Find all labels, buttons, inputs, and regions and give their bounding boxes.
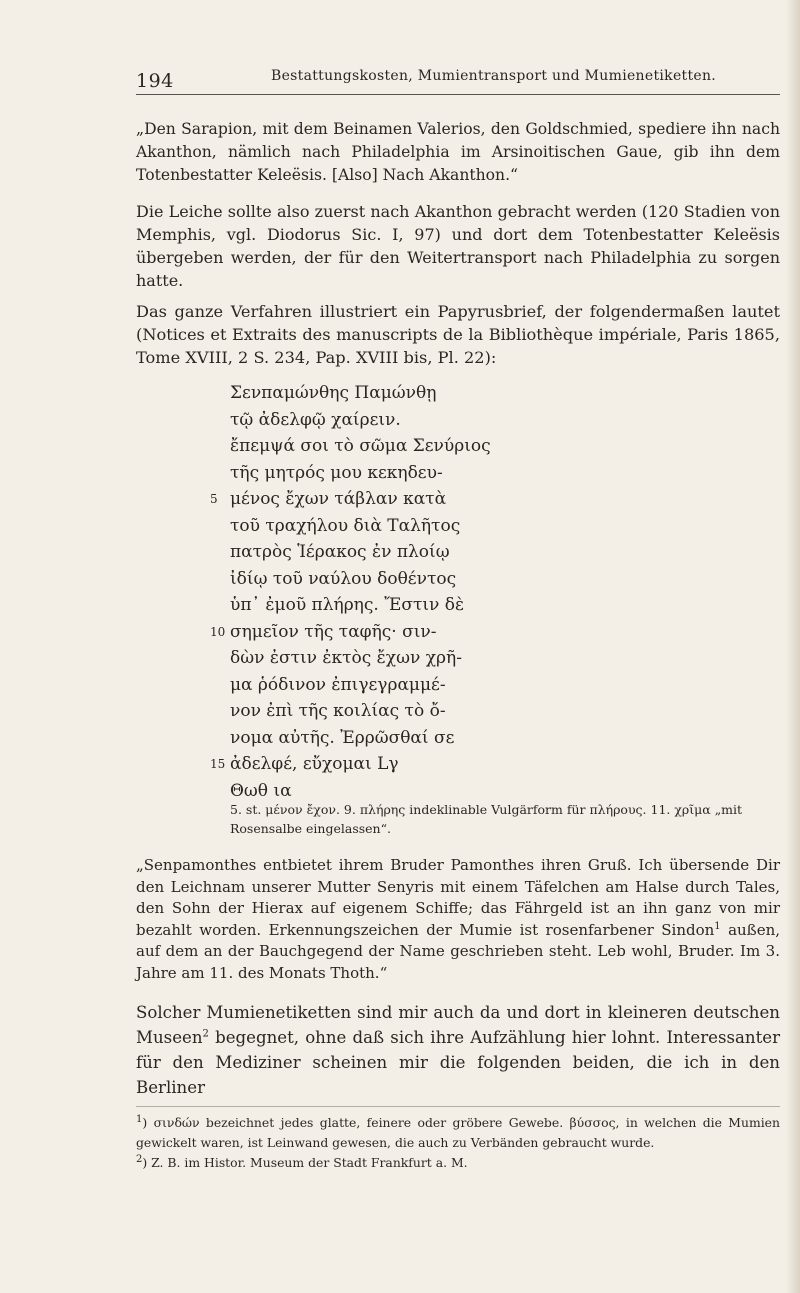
line-number: 5 [210,492,218,506]
greek-line [210,751,650,778]
greek-line [210,619,650,646]
greek-line-text: ἀδελφέ, εὔχομαι Lγ [230,754,399,774]
paragraph-sarapion-translation: „Den Sarapion, mit dem Beinamen Valerios, den Goldschmied, spediere ihn nach Akanthon, nämlich nach Philadelphia im Arsinoitischen Gaue, gib ihn dem Totenbestatter Keleësis. [Also] Nach Akanthon.“ [136,120,780,184]
greek-text-notes: 5. st. μένον ἔχον. 9. πλήρης indeklinable Vulgärform für πλήρους. 11. χρῖμα „mit Rosensalbe eingelassen“. [230,802,743,836]
mummy-labels-text-part-1: Solcher Mumienetiketten sind mir auch da und dort in kleineren deutschen Museen [136,1003,780,1047]
mummy-labels-text-part-2: begegnet, ohne daß sich ihre Aufzählung hier lohnt. Interessanter für den Mediziner scheinen mir die folgenden beiden, die ich in den Berliner [136,1028,780,1097]
line-number: 15 [210,757,226,771]
line-number: 10 [210,624,226,639]
greek-line [230,513,650,540]
paragraph-akanthon-route: Die Leiche sollte also zuerst nach Akanthon gebracht werden (120 Stadien von Memphis, vgl. Diodorus Sic. I, 97) und dort dem Totenbestatter Keleësis übergeben werden, der für den Weitertransport nach Philadelphia zu sorgen hatte. [136,202,780,290]
greek-line-text: Θωθ ια [230,780,292,801]
greek-line-text: νον ἐπὶ τῆς κοιλίας τὸ ὄ- [230,701,446,721]
greek-line [230,407,650,434]
greek-line-text: τῷ ἀδελφῷ χαίρειν. [230,409,401,430]
running-title: Bestattungskosten, Mumientransport und Mumienetiketten. [271,68,717,84]
greek-line-text: δὼν ἐστιν ἐκτὸς ἔχων χρῆ- [230,648,462,668]
footnote-mark: 2 [136,1153,143,1165]
greek-line-text: ἰδίῳ τοῦ ναύλου δοθέντος [230,568,457,589]
paragraph-letter-translation [136,855,780,984]
greek-line [230,460,650,487]
greek-line-text: τοῦ τραχήλου διὰ Ταλῆτος [230,515,461,536]
greek-line [230,672,650,699]
greek-line [230,566,650,593]
greek-line-text: ἔπεμψά σοι τὸ σῶμα Σενύριος [230,436,491,456]
greek-line-text: μα ῥόδινον ἐπιγεγραμμέ- [230,674,446,695]
page-number: 194 [136,70,174,92]
greek-line [230,698,650,725]
greek-line [230,725,650,752]
paragraph-mummy-labels [136,1000,780,1100]
footnote-1 [136,1113,780,1153]
footnote-mark: 1 [136,1113,143,1125]
greek-papyrus-text [210,380,650,804]
greek-line [230,380,650,407]
letter-text-part-1: „Senpamonthes entbietet ihrem Bruder Pamonthes ihren Gruß. Ich übersende Dir den Leichnam unserer Mutter Senyris mit einem Täfelchen am Halse durch Tales, den Sohn der Hierax auf eigenem Schiffe; das Fährgeld ist an ihn ganz von mir bezahlt worden. Erkennungszeichen der Mumie ist rosenfarbener Sindon [136,856,780,939]
greek-line-text: νομα αὐτῆς. Ἐρρῶσθαί σε [230,727,455,748]
running-header [136,64,780,95]
footnote-text: ) Z. B. im Histor. Museum der Stadt Frankfurt a. M. [142,1155,468,1170]
greek-line-text: πατρὸς Ἱέρακος ἐν πλοίῳ [230,542,450,562]
greek-line [230,592,650,619]
greek-line [230,645,650,672]
greek-line [230,433,650,460]
footnote-separator [136,1106,780,1107]
greek-line [210,486,650,513]
greek-line-text: ὑπ᾽ ἐμοῦ πλήρης. Ἔστιν δὲ [230,595,465,615]
footnote-2 [136,1153,780,1173]
letter-text-part-2: außen, auf dem an der Bauchgegend der Name geschrieben steht. Leb wohl, Bruder. Im 3. Jahre am 11. des Monats Thoth.“ [136,920,780,982]
footnote-ref-2: 2 [202,1028,209,1040]
footnote-text: ) σινδών bezeichnet jedes glatte, feinere oder gröbere Gewebe. βύσσος, in welchen die Mumien gewickelt waren, ist Leinwand gewesen, die auch zu Verbänden gebraucht wurde. [136,1115,780,1150]
greek-line-text: σημεῖον τῆς ταφῆς· σιν- [230,621,437,642]
paragraph-papyrus-intro: Das ganze Verfahren illustriert ein Papyrusbrief, der folgendermaßen lautet (Notices et Extraits des manuscripts de la Bibliothèque impériale, Paris 1865, Tome XVIII, 2 S. 234, Pap. XVIII bis, Pl. 22): [136,302,780,367]
footnote-ref-1: 1 [714,920,721,932]
page-edge-shadow [786,0,800,1293]
greek-line-text: Σενπαμώνθης Παμώνθῃ [230,383,437,403]
greek-line [230,539,650,566]
greek-line-text: τῆς μητρός μου κεκηδευ- [230,462,443,483]
greek-line-text: μένος ἔχων τάβλαν κατὰ [230,489,447,509]
